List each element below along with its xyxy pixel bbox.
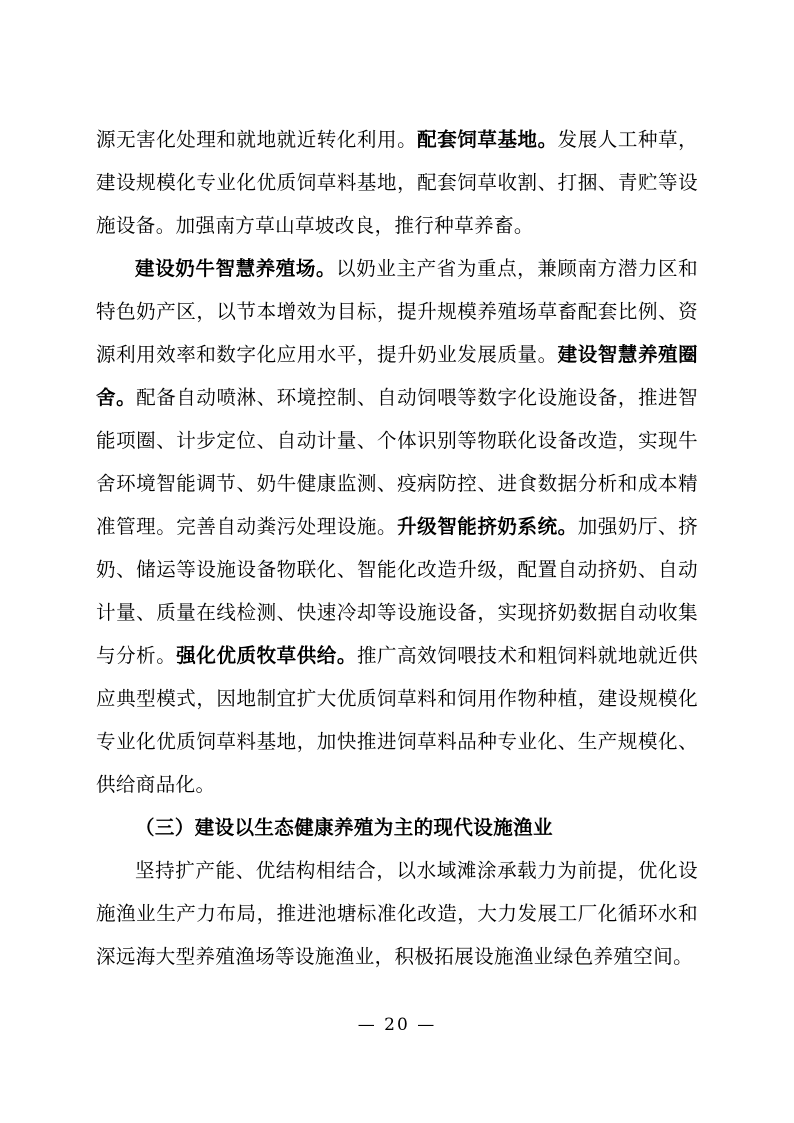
text-run-bold: 升级智能挤奶系统。	[397, 515, 578, 538]
page-number: — 20 —	[357, 1015, 437, 1035]
paragraph-3	[96, 849, 698, 978]
text-run-bold: 建设智慧养殖圈舍。	[96, 343, 698, 409]
text-run-bold: 建设奶牛智慧养殖场。	[135, 257, 337, 280]
text-run-bold: 强化优质牧草供给。	[176, 644, 357, 667]
text-run: 坚持扩产能、优结构相结合，以水域滩涂承载力为前提，优化设施渔业生产力布局，推进池塘标准化改造，大力发展工厂化循环水和深远海大型养殖渔场等设施渔业，积极拓展设施渔业绿色养殖空间。	[96, 859, 698, 968]
paragraph-1	[96, 118, 698, 247]
text-run: 加强奶厅、挤奶、储运等设施设备物联化、智能化改造升级，配置自动挤奶、自动计量、质量在线检测、快速冷却等设施设备，实现挤奶数据自动收集与分析。	[96, 515, 698, 667]
text-run: 源无害化处理和就地就近转化利用。	[96, 128, 418, 151]
text-run: 配备自动喷淋、环境控制、自动饲喂等数字化设施设备，推进智能项圈、计步定位、自动计量、个体识别等物联化设备改造，实现牛舍环境智能调节、奶牛健康监测、疫病防控、进食数据分析和成本精准管理。完善自动粪污处理设施。	[96, 386, 698, 538]
text-run: 以奶业主产省为重点，兼顾南方潜力区和特色奶产区，以节本增效为目标，提升规模养殖场草畜配套比例、资源利用效率和数字化应用水平，提升奶业发展质量。	[96, 257, 698, 366]
text-run-bold: 配套饲草基地。	[417, 128, 558, 151]
text-run: 推广高效饲喂技术和粗饲料就地就近供应典型模式，因地制宜扩大优质饲草料和饲用作物种植，建设规模化专业化优质饲草料基地，加快推进饲草料品种专业化、生产规模化、供给商品化。	[96, 644, 698, 796]
document-body	[96, 118, 698, 978]
paragraph-2	[96, 247, 698, 806]
text-run: 发展人工种草，建设规模化专业化优质饲草料基地，配套饲草收割、打捆、青贮等设施设备。加强南方草山草坡改良，推行种草养畜。	[96, 128, 698, 237]
section-heading: （三）建设以生态健康养殖为主的现代设施渔业	[135, 816, 553, 839]
